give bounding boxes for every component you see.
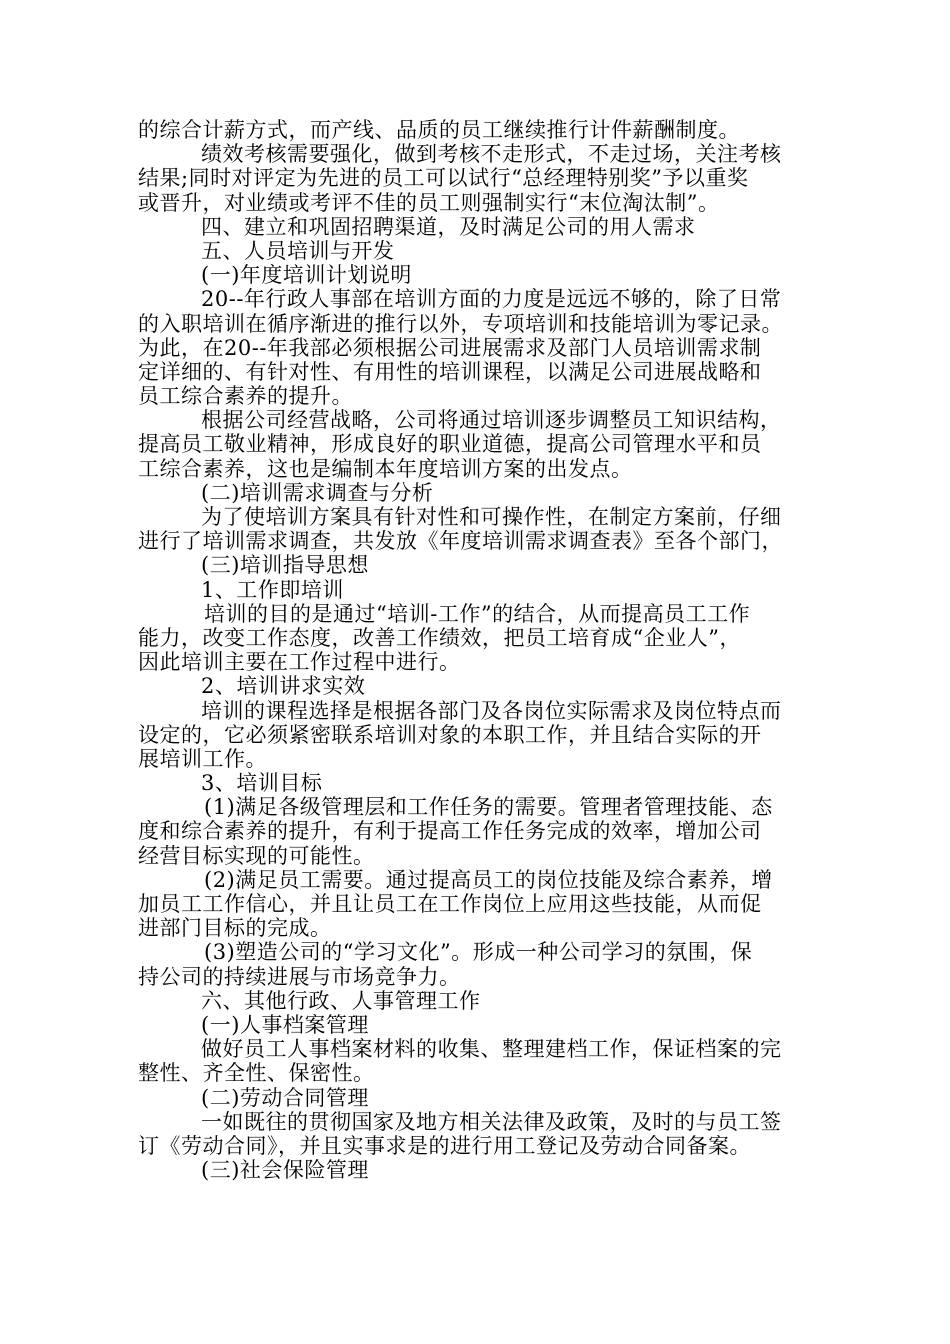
text-line: 根据公司经营战略，公司将通过培训逐步调整员工知识结构， [201,408,782,433]
text-line: 一如既往的贯彻国家及地方相关法律及政策，及时的与员工签 [201,1109,782,1134]
text-line: 为此，在20--年我部必须根据公司进展需求及部门人员培训需求制 [138,335,762,360]
text-line: 加员工工作信心，并且让员工在工作岗位上应用这些技能，从而促 [138,892,762,916]
text-line: 定详细的、有针对性、有用性的培训课程，以满足公司进展战略和 [138,359,762,384]
text-line: (二)培训需求调查与分析 [201,480,434,505]
text-line: 整性、齐全性、保密性。 [138,1061,375,1086]
text-line: 的入职培训在循序渐进的推行以外，专项培训和技能培训为零记录。 [138,311,783,336]
text-line: 四、建立和巩固招聘渠道，及时满足公司的用人需求 [201,214,696,239]
text-line: 进行了培训需求调查，共发放《年度培训需求调查表》至各个部门， [138,529,783,554]
text-line: (三)培训指导思想 [201,553,369,578]
text-line: 员工综合素养的提升。 [138,384,353,409]
text-line: 经营目标实现的可能性。 [138,843,375,868]
text-line: 持公司的持续进展与市场竞争力。 [138,964,461,989]
text-line: 培训的目的是通过“培训-工作”的结合，从而提高员工工作 [204,601,751,626]
text-line: 提高员工敬业精神，形成良好的职业道德，提高公司管理水平和员 [138,432,762,457]
text-line: 因此培训主要在工作过程中进行。 [138,650,461,675]
text-line: (一)人事档案管理 [201,1012,369,1037]
text-line: 1、工作即培训 [201,577,344,602]
text-line: 或晋升，对业绩或考评不佳的员工则强制实行“末位淘汰制”。 [138,190,720,215]
text-line: 进部门目标的完成。 [138,916,332,941]
text-line: (1)满足各级管理层和工作任务的需要。管理者管理技能、态 [204,795,773,820]
text-line: 培训的课程选择是根据各部门及各岗位实际需求及岗位特点而 [201,698,782,723]
text-line: (3)塑造公司的“学习文化”。形成一种公司学习的氛围，保 [204,940,753,965]
text-line: 结果;同时对评定为先进的员工可以试行“总经理特别奖”予以重奖 [138,166,749,191]
text-line: (三)社会保险管理 [201,1158,369,1183]
text-line: 展培训工作。 [138,746,267,771]
text-line: (一)年度培训计划说明 [201,263,412,288]
document-body [138,118,810,1182]
text-line: (2)满足员工需要。通过提高员工的岗位技能及综合素养，增 [204,867,773,892]
text-line: 做好员工人事档案材料的收集、整理建档工作，保证档案的完 [201,1037,782,1062]
text-line: 3、培训目标 [201,771,323,796]
text-line: 能力，改变工作态度，改善工作绩效，把员工培育成“企业人”， [138,625,741,650]
text-line: 设定的，它必须紧密联系培训对象的本职工作，并且结合实际的开 [138,722,762,747]
text-line: 绩效考核需要强化，做到考核不走形式，不走过场，关注考核 [201,142,782,167]
text-line: 工综合素养，这也是编制本年度培训方案的出发点。 [138,456,633,481]
text-line: 2、培训讲求实效 [201,674,366,699]
text-line: 度和综合素养的提升，有利于提高工作任务完成的效率，增加公司 [138,819,762,844]
text-line: 的综合计薪方式，而产线、品质的员工继续推行计件薪酬制度。 [138,118,740,142]
text-line: 订《劳动合同》，并且实事求是的进行用工登记及劳动合同备案。 [138,1133,751,1158]
text-line: (二)劳动合同管理 [201,1085,369,1110]
text-line: 五、人员培训与开发 [201,238,395,263]
text-line: 六、其他行政、人事管理工作 [201,988,481,1013]
text-line: 为了使培训方案具有针对性和可操作性，在制定方案前，仔细 [201,505,782,529]
text-line: 20--年行政人事部在培训方面的力度是远远不够的，除了日常 [201,287,782,312]
